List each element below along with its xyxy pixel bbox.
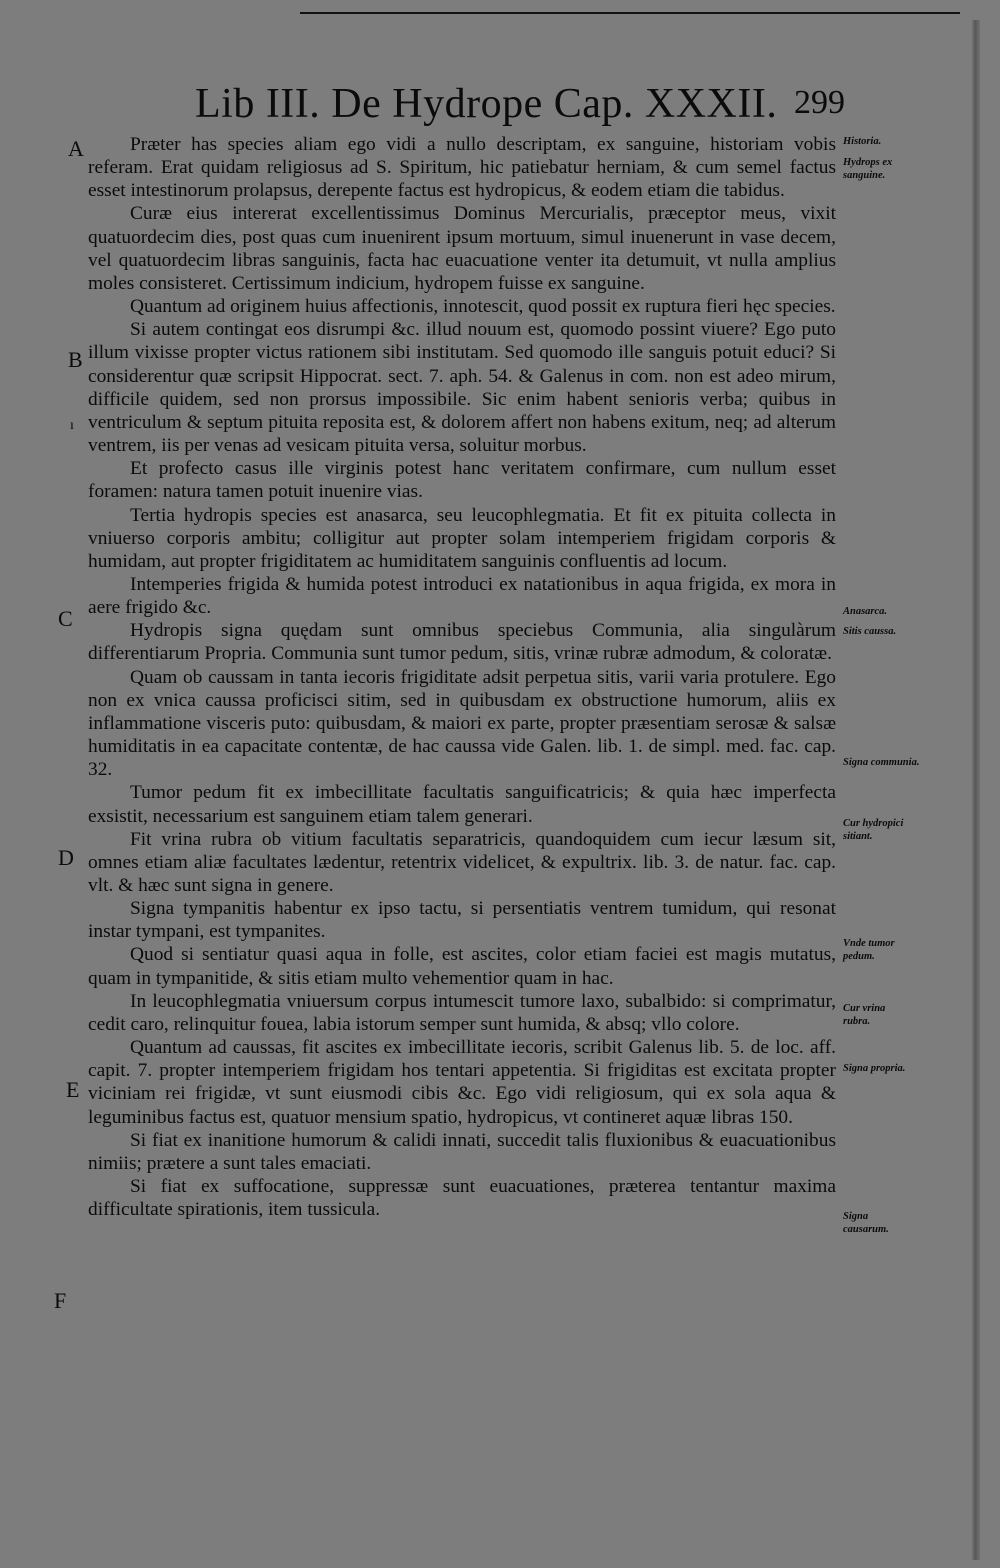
marginal-note: Hydrops ex sanguine. [843, 157, 893, 181]
marginal-note: Signa communia. [843, 757, 920, 768]
running-header [195, 80, 855, 130]
paragraph: Tumor pedum fit ex imbecillitate facultatis sanguificatricis; & quia hæc imperfecta exsistit, necessarium est sanguinem etiam talem generari. [88, 782, 836, 827]
paragraph: Tertia hydropis species est anasarca, seu leucophlegmatia. Et fit ex pituita collecta in vniuerso corporis ambitu; colligitur aut propter solam intemperiem frigidam corporis & humidam, aut propter frigiditatem ac humiditatem sanguinis confluentis ad locum. [88, 504, 836, 572]
marginal-note: Sitis caussa. [843, 626, 897, 637]
top-rule [300, 12, 960, 14]
stray-mark: ı [70, 418, 74, 433]
main-text [88, 133, 836, 1221]
paragraph: Si autem contingat eos disrumpi &c. illud nouum est, quomodo possint viuere? Ego puto illum vixisse propter victus rationem sibi institutam. Sed quomodo ille sanguis potuit educi? Si considerentur quæ scripsit Hippocrat. sect. 7. aph. 54. & Galenus in com. non est adeo mirum, difficile quidem, sed non prorsus impossibile. Sic enim habent senioris verba; quibus in ventriculum & septum pituita reposita est, & dolorem affert non habens exitum, neq; ad alterum ventrem, iis per venas ad vesicam pituita versa, soluitur morbus. [88, 319, 836, 457]
paragraph: Præter has species aliam ego vidi a nullo descriptam, ex sanguine, historiam vobis referam. Erat quidam religiosus ad S. Spiritum, hic patiebatur herniam, & cum semel factus esset intestinorum prolapsus, derepente factus est hydropicus, & eodem etiam die tabidus. [88, 134, 836, 202]
section-letter: B [68, 347, 83, 372]
paragraph: Quantum ad originem huius affectionis, innotescit, quod possit ex ruptura fieri hęc species. [130, 296, 836, 318]
running-title: Lib III. De Hydrope Cap. XXXII. [195, 81, 778, 127]
paragraph: Si fiat ex suffocatione, suppressæ sunt euacuationes, præterea tentantur maxima difficultate spirationis, item tussicula. [88, 1176, 836, 1221]
paragraph: Hydropis signa quędam sunt omnibus speciebus Communia, alia singulàrum differentiarum Propria. Communia sunt tumor pedum, sitis, vrinæ rubræ admodum, & coloratæ. [88, 620, 836, 665]
paragraph: Si fiat ex inanitione humorum & calidi innati, succedit talis fluxionibus & euacuationibus nimiis; prætere a sunt tales emaciati. [88, 1129, 836, 1174]
section-letter: A [68, 136, 84, 161]
paragraph: Quod si sentiatur quasi aqua in folle, est ascites, color etiam faciei est magis mutatus, quam in tympanitide, & sitis etiam multo vehementior quam in hac. [88, 944, 836, 989]
paragraph: Fit vrina rubra ob vitium facultatis separatricis, quandoquidem cum iecur læsum sit, omnes etiam aliæ facultates lædentur, retentrix videlicet, & expultrix. lib. 3. de natur. fac. cap. vlt. & hæc sunt signa in genere. [88, 828, 836, 896]
marginal-note: Cur hydropici sitiant. [843, 818, 904, 842]
paragraph: In leucophlegmatia vniuersum corpus intumescit tumore laxo, subalbido: si comprimatur, cedit caro, relinquitur fouea, labia istorum semper sunt humida, & absq; vllo colore. [88, 990, 836, 1035]
paragraph: Quantum ad caussas, fit ascites ex imbecillitate iecoris, scribit Galenus lib. 5. de loc. aff. capit. 7. propter intemperiem frigidam hos tentari appetentia. Si frigiditas est excitata propter viciniam rei frigidæ, vt sunt eiusmodi cibis &c. Ego vidi religiosum, qui ex sola aqua & leguminibus factus est, quatuor mensium spatio, hydropicus, vt contineret aquæ libras 150. [88, 1037, 836, 1128]
paragraph: Curæ eius intererat excellentissimus Dominus Mercurialis, præceptor meus, vixit quatuordecim dies, post quas cum inuenirent ipsum mortuum, simul inuenerunt in vase decem, vel quatuordecim libras sanguinis, facta hac euacuatione venter ita detumuit, vt nulla amplius moles consisteret. Certissimum indicium, hydropem fuisse ex sanguine. [88, 203, 836, 294]
paragraph: Signa tympanitis habentur ex ipso tactu, si persentiatis ventrem tumidum, qui resonat instar tympani, est tympanites. [88, 898, 836, 943]
paragraph: Intemperies frigida & humida potest introduci ex natationibus in aqua frigida, ex mora in aere frigido &c. [88, 573, 836, 619]
paragraph: Et profecto casus ille virginis potest hanc veritatem confirmare, cum nullum esset foramen: natura tamen potuit inuenire vias. [88, 458, 836, 503]
page-number: 299 [794, 84, 845, 121]
marginal-note: Signa causarum. [843, 1211, 889, 1235]
section-letter: C [58, 606, 73, 631]
marginal-note: Cur vrina rubra. [843, 1003, 886, 1027]
marginal-note: Vnde tumor pedum. [843, 938, 895, 962]
page-edge-shadow [972, 20, 980, 1560]
section-letter: F [54, 1288, 67, 1313]
marginal-note: Signa propria. [843, 1063, 906, 1074]
marginal-note: Anasarca. [843, 606, 888, 617]
paragraph: Quam ob caussam in tanta iecoris frigiditate adsit perpetua sitis, varii varia protulere. Ego non ex vnica caussa proficisci sitim, sed in quibusdam ex obstructione humorum, aliis ex inflammatione visceris puto: quibusdam, & maiori ex parte, propter præsentiam serosæ & salsæ humiditatis in ea capacitate contentæ, de hac caussa vide Galen. lib. 1. de simpl. med. fac. cap. 32. [88, 666, 836, 781]
section-letter: E [66, 1077, 80, 1102]
marginal-note: Historia. [843, 136, 882, 147]
section-letter: D [58, 845, 74, 870]
